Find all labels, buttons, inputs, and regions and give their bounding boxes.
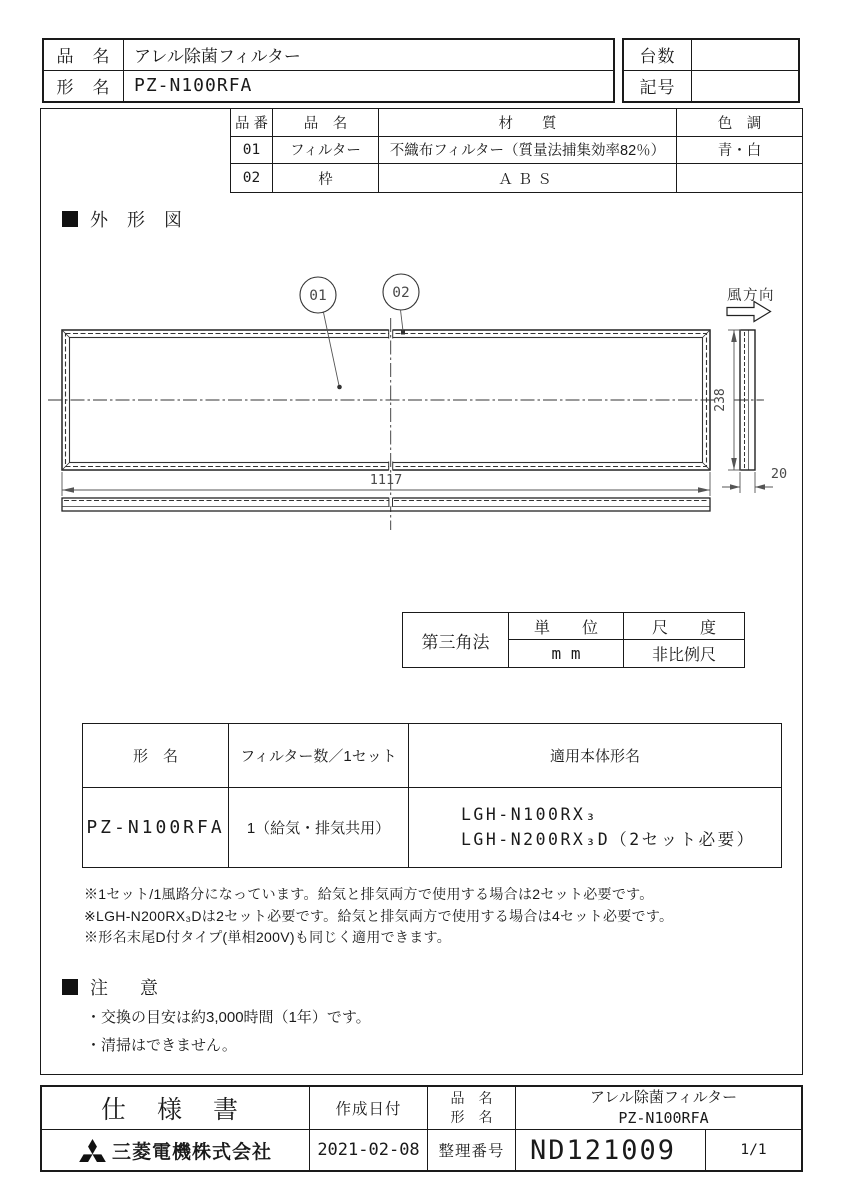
footnotes	[84, 884, 673, 949]
wind-direction-arrow-icon	[727, 302, 771, 322]
width-dimension-value: 1117	[369, 472, 403, 488]
unit-label: 単 位	[509, 613, 624, 640]
dim-arrow-up	[731, 330, 737, 342]
footer-model-value: PZ-N100RFA	[618, 1109, 709, 1127]
apply-model-1: LGH-N100RX₃	[461, 805, 598, 824]
mitsubishi-logo-icon	[79, 1139, 106, 1162]
footer-name-labels	[428, 1087, 516, 1130]
projection-table	[402, 612, 745, 668]
model-apply-cell	[409, 788, 781, 867]
caution-item: ・交換の目安は約3,000時間（1年）です。	[86, 1009, 371, 1026]
qty-label: 台数	[624, 40, 692, 71]
projection-method: 第三角法	[403, 613, 509, 667]
outline-drawing	[40, 250, 803, 560]
footnote-line: ※1セット/1風路分になっています。給気と排気両方で使用する場合は2セット必要です。	[84, 886, 654, 902]
balloon-02	[383, 274, 419, 335]
model-table	[82, 723, 782, 868]
document-type: 仕 様 書	[42, 1087, 310, 1130]
company-name: 三菱電機株式会社	[111, 1141, 272, 1163]
footer-name-values	[516, 1087, 801, 1130]
model-count: 1（給気・排気共用）	[229, 788, 409, 867]
apply-model-2: LGH-N200RX₃D（2セット必要）	[461, 830, 756, 849]
parts-header-name: 品 名	[273, 109, 379, 137]
parts-header-material: 材 質	[379, 109, 677, 137]
parts-row-name: フィルター	[273, 137, 379, 165]
created-date-label: 作成日付	[310, 1087, 428, 1130]
parts-row-color: 青・白	[677, 137, 802, 165]
depth-dimension-lines	[722, 472, 773, 493]
wind-direction-label: 風方向	[727, 288, 775, 304]
qty-value	[692, 40, 798, 71]
company-cell	[42, 1130, 310, 1170]
page-number: 1/1	[740, 1142, 767, 1158]
caution-title-text: 注 意	[90, 978, 165, 998]
model-header-name: 形 名	[83, 724, 229, 788]
dim-arrow-down	[731, 458, 737, 470]
footer-title-block	[40, 1085, 803, 1172]
scale-value: 非比例尺	[651, 647, 716, 664]
model-header-apply: 適用本体形名	[409, 724, 781, 788]
dim-arrow-in-left	[755, 484, 765, 490]
balloon-01-label: 01	[309, 288, 327, 304]
parts-row-no: 02	[231, 164, 273, 192]
scale-label: 尺 度	[624, 613, 744, 640]
model-name-value: PZ-N100RFA	[134, 75, 253, 97]
balloon-02-label: 02	[392, 285, 410, 301]
unit-value: m m	[509, 640, 624, 667]
section-square-icon	[62, 979, 78, 995]
parts-row-material: ＡＢＳ	[379, 164, 677, 192]
header-qty-table	[622, 38, 800, 103]
parts-row-name: 枠	[273, 164, 379, 192]
product-name-label: 品 名	[44, 40, 124, 71]
depth-dimension-value: 20	[770, 466, 788, 482]
model-name-label: 形 名	[44, 71, 124, 102]
ref-number-label: 整理番号	[428, 1130, 516, 1170]
parts-row-material: 不織布フィルター（質量法捕集効率82％）	[379, 137, 677, 165]
footer-product-value: アレル除菌フィルター	[589, 1089, 738, 1106]
footnote-line: ※LGH-N200RX₃Dは2セット必要です。給気と排気両方で使用する場合は4セット必要です。	[84, 907, 674, 924]
footnote-line: ※形名末尾D付タイプ(単相200V)も同じく適用できます。	[84, 929, 452, 945]
product-name-value: アレル除菌フィルター	[124, 40, 613, 71]
model-header-count: フィルター数／1セット	[229, 724, 409, 788]
created-date-value: 2021-02-08	[310, 1130, 428, 1170]
parts-header-no: 品 番	[231, 109, 273, 137]
caution-item: ・清掃はできません。	[86, 1037, 237, 1054]
footer-model-label: 形 名	[450, 1109, 493, 1125]
symbol-value	[692, 71, 798, 102]
parts-header-color: 色 調	[677, 109, 802, 137]
caution-section-title	[62, 974, 165, 1000]
outline-title-text: 外 形 図	[90, 210, 190, 230]
bottom-view	[62, 498, 710, 512]
dim-arrow-left	[62, 487, 74, 493]
ref-number-value: ND121009	[516, 1130, 706, 1170]
symbol-label: 記号	[624, 71, 692, 102]
parts-row-color	[677, 164, 802, 192]
dim-arrow-right	[698, 487, 710, 493]
height-dimension-value: 238	[713, 388, 728, 412]
footer-product-label: 品 名	[450, 1090, 493, 1106]
caution-items	[86, 1004, 371, 1060]
parts-row-no: 01	[231, 137, 273, 165]
dim-arrow-in-right	[730, 484, 740, 490]
parts-table	[230, 108, 803, 193]
outline-section-title	[62, 206, 189, 232]
model-code: PZ-N100RFA	[83, 788, 229, 867]
section-square-icon	[62, 211, 78, 227]
header-title-table	[42, 38, 615, 103]
